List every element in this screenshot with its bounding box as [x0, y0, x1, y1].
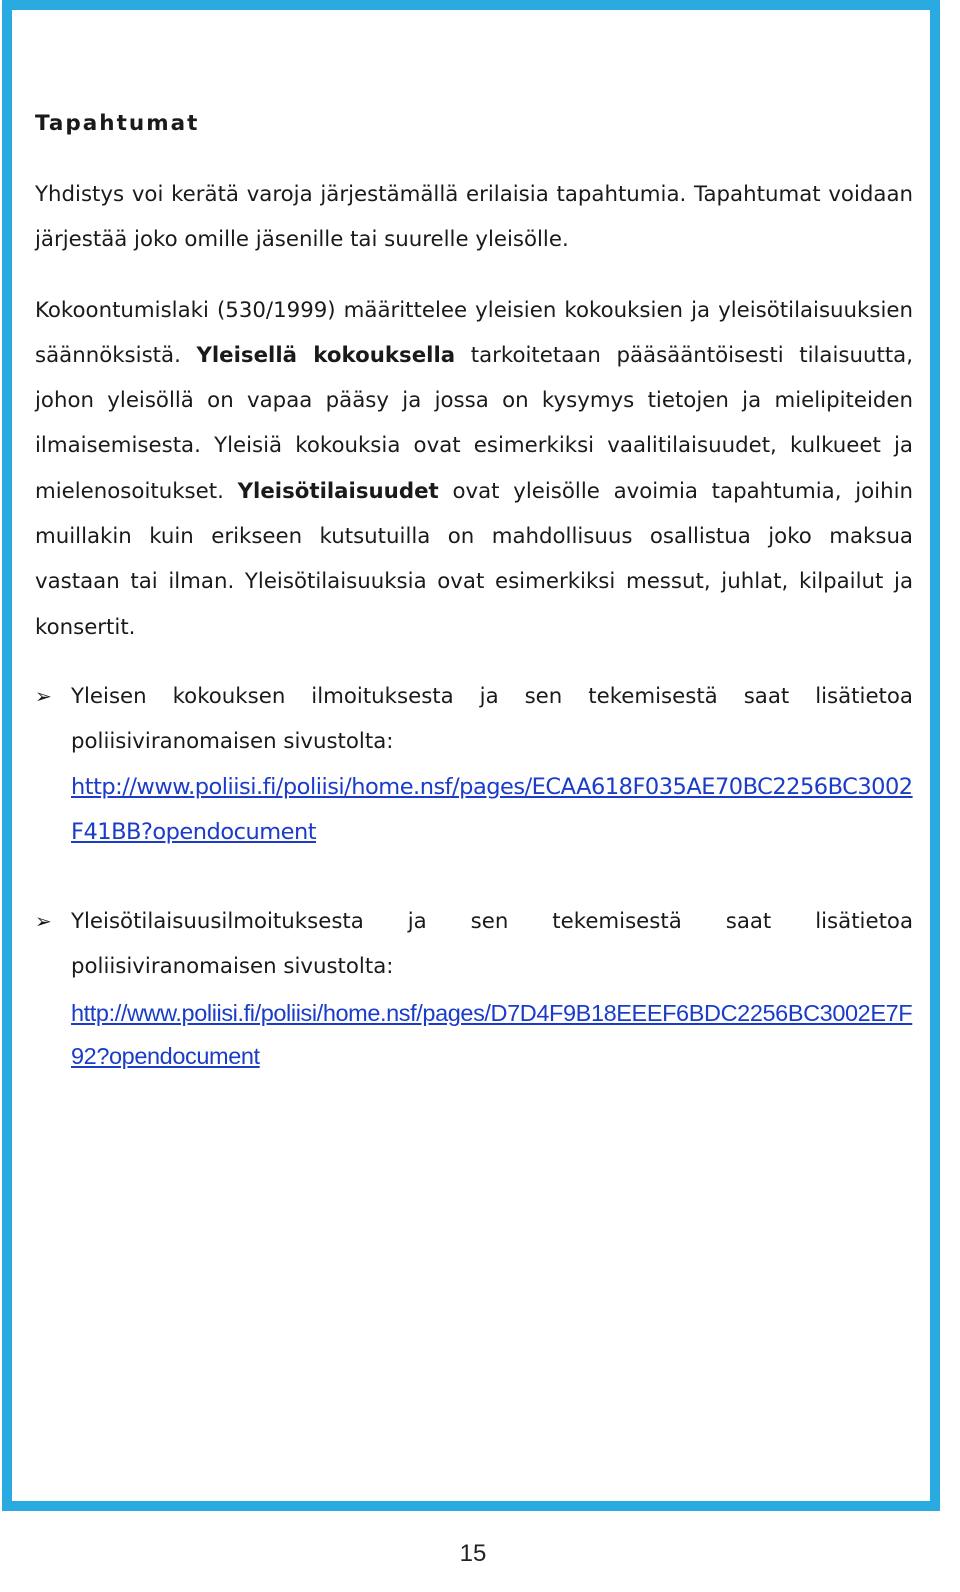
bullet-item-event	[35, 899, 913, 1078]
arrow-bullet-icon: ➢	[35, 683, 52, 708]
arrow-bullet-icon: ➢	[35, 909, 52, 934]
paragraph-law-text-3: ovat yleisölle avoimia tapahtumia, joihin muillakin kuin erikseen kutsutuilla on mahdollisuus osallistua joko maksua vastaan tai ilman. Yleisötilaisuuksia ovat esimerkiksi messut, juhlat, kilpailut ja konsertit.	[35, 478, 913, 640]
term-yleisotilaisuudet: Yleisötilaisuudet	[237, 478, 439, 504]
paragraph-intro: Yhdistys voi kerätä varoja järjestämällä erilaisia tapahtumia. Tapahtumat voidaan järjestää joko omille jäsenille tai suurelle yleisölle.	[35, 182, 913, 253]
bullet-text: Yleisötilaisuusilmoituksesta ja sen tekemisestä saat lisätietoa poliisiviranomaisen sivustolta:	[71, 909, 913, 980]
police-meeting-link[interactable]: http://www.poliisi.fi/poliisi/home.nsf/pages/ECAA618F035AE70BC2256BC3002F41BB?opendocument	[71, 773, 913, 845]
paragraph-law	[35, 288, 913, 650]
police-event-link[interactable]: http://www.poliisi.fi/poliisi/home.nsf/pages/D7D4F9B18EEEF6BDC2256BC3002E7F92?opendocument	[71, 999, 913, 1069]
term-yleinen-kokous: Yleisellä kokouksella	[196, 342, 456, 368]
bullet-text: Yleisen kokouksen ilmoituksesta ja sen tekemisestä saat lisätietoa poliisiviranomaisen sivustolta:	[71, 683, 913, 755]
bullet-item-meeting	[35, 674, 913, 855]
paragraph-law-text-2: tarkoitetaan pääsääntöisesti tilaisuutta, johon yleisöllä on vapaa pääsy ja jossa on kysymys tietojen ja mielipiteiden ilmaisemisesta. Yleisiä kokouksia ovat esimerkiksi vaalitilaisuudet, kulkueet ja mielenosoitukset.	[35, 342, 913, 504]
paragraph-law-text-1: Kokoontumislaki (530/1999) määrittelee yleisien kokouksien ja yleisötilaisuuksien säännöksistä.	[35, 297, 913, 368]
page-number: 15	[459, 1540, 487, 1567]
document-body	[35, 104, 913, 1078]
section-heading: Tapahtumat	[35, 111, 200, 136]
